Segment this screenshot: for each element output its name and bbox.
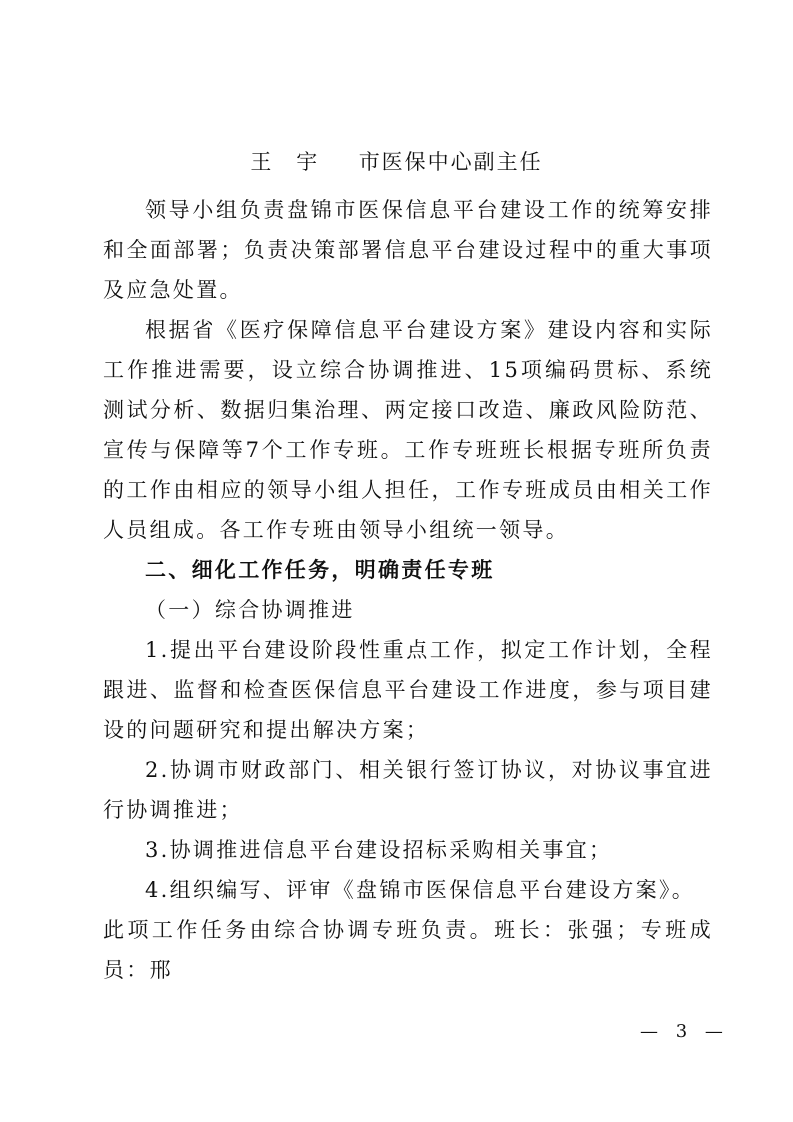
closing-line: 此项工作任务由综合协调专班负责。班长：张强；专班成员：邢 [103, 918, 713, 982]
task-item-4: 4.组织编写、评审《盘锦市医保信息平台建设方案》。 [145, 878, 696, 902]
member-title: 市医保中心副主任 [358, 150, 543, 174]
member-line [0, 146, 793, 176]
section-heading: 二、细化工作任务，明确责任专班 [145, 558, 495, 582]
body-text [103, 190, 713, 990]
task-item-1: 1.提出平台建设阶段性重点工作，拟定工作计划，全程跟进、监督和检查医保信息平台建设工作进度，参与项目建设的问题研究和提出解决方案； [103, 638, 713, 742]
paragraph-work-teams: 根据省《医疗保障信息平台建设方案》建设内容和实际工作推进需要，设立综合协调推进、15项编码贯标、系统测试分析、数据归集治理、两定接口改造、廉政风险防范、宣传与保障等7个工作专班。工作专班班长根据专班所负责的工作由相应的领导小组人担任，工作专班成员由相关工作人员组成。各工作专班由领导小组统一领导。 [103, 318, 713, 542]
member-name: 王 宇 [250, 150, 320, 174]
page-number: — 3 — [640, 1021, 729, 1042]
paragraph-leadership-duty: 领导小组负责盘锦市医保信息平台建设工作的统筹安排和全面部署；负责决策部署信息平台建设过程中的重大事项及应急处置。 [103, 198, 713, 302]
subsection-heading: （一）综合协调推进 [145, 598, 355, 622]
task-item-3: 3.协调推进信息平台建设招标采购相关事宜； [145, 838, 613, 862]
task-item-2: 2.协调市财政部门、相关银行签订协议，对协议事宜进行协调推进； [103, 758, 713, 822]
